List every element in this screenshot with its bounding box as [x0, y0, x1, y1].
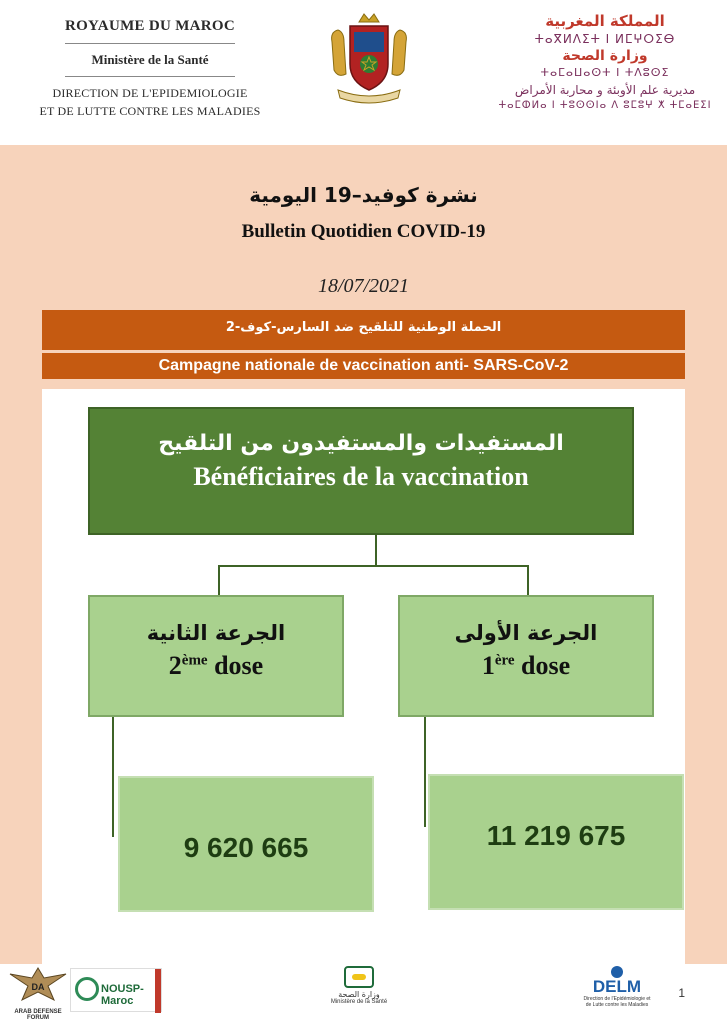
- delm-logo: [582, 966, 652, 1016]
- kingdom-name-ar: المملكة المغربية: [545, 12, 665, 30]
- eagle-icon: [4, 964, 72, 1004]
- bulletin-page: [0, 145, 727, 964]
- campaign-title-fr: Campagne nationale de vaccination anti- SARS-CoV-2: [42, 353, 685, 379]
- second-dose-box: [88, 595, 344, 717]
- page-header: [0, 0, 727, 145]
- delm-logo-subtitle: Direction de l'Epidémiologie et de Lutte contre les Maladies: [583, 996, 651, 1008]
- first-dose-box: [398, 595, 654, 717]
- direction-name-tifinagh: ⵜⴰⵎⵀⵍⴰ ⵏ ⵜⵓⵙⵙⵏⴰ ⴷ ⵓⵎⵓⵖ ⵅ ⵜⵎⴰⴹⵉⵏ: [498, 100, 712, 111]
- beneficiaries-title-ar: المستفيدات والمستفيدون من التلقيح: [158, 431, 564, 456]
- second-dose-label-fr: 2ème dose: [168, 651, 264, 680]
- beneficiaries-chart: [42, 389, 685, 1024]
- campaign-title-ar: الحملة الوطنية للتلقيح ضد السارس-كوف-2: [42, 310, 685, 350]
- direction-name-ar: مديرية علم الأوبئة و محاربة الأمراض: [514, 83, 696, 97]
- delm-logo-text: DELM: [592, 977, 642, 996]
- direction-line-2: ET DE LUTTE CONTRE LES MALADIES: [39, 104, 261, 118]
- connector-line: [424, 717, 426, 827]
- second-dose-value-box: [118, 776, 374, 912]
- bulletin-title-ar: نشرة كوفيد–19 اليومية: [249, 183, 478, 207]
- second-dose-value: 9 620 665: [183, 832, 309, 863]
- kingdom-name-tifinagh: ⵜⴰⴳⵍⴷⵉⵜ ⵏ ⵍⵎⵖⵔⵉⴱ: [534, 32, 676, 46]
- nousp-logo-text: NOUSP-Maroc: [101, 983, 144, 1007]
- kingdom-name-fr: ROYAUME DU MAROC: [64, 18, 236, 34]
- connector-line: [527, 565, 529, 595]
- ministry-footer-text-fr: Ministère de la Santé: [330, 999, 388, 1005]
- header-left-block: [20, 18, 280, 119]
- ministry-name-fr: Ministère de la Santé: [91, 52, 209, 67]
- arab-defense-forum-logo: [4, 964, 72, 1020]
- nousp-accent-bar: [155, 969, 161, 1013]
- royal-emblem-icon: [326, 12, 412, 104]
- connector-line: [112, 717, 114, 837]
- first-dose-value: 11 219 675: [486, 820, 626, 851]
- ministry-footer-icon: [344, 966, 374, 988]
- first-dose-label-fr: 1ère dose: [481, 651, 571, 680]
- direction-line-1: DIRECTION DE L'EPIDEMIOLOGIE: [52, 86, 248, 100]
- connector-line: [218, 565, 220, 595]
- header-divider: [65, 76, 235, 77]
- beneficiaries-header-box: [88, 407, 634, 535]
- bulletin-title-fr: Bulletin Quotidien COVID-19: [241, 221, 486, 242]
- first-dose-value-box: [428, 774, 684, 910]
- ministry-footer-text-ar: وزارة الصحة: [338, 990, 380, 999]
- nousp-ring-icon: [75, 977, 99, 1001]
- second-dose-label-ar: الجرعة الثانية: [146, 621, 286, 645]
- ministry-name-ar: وزارة الصحة: [562, 48, 648, 64]
- forum-logo-text: ARAB DEFENSE FORUM: [14, 1009, 62, 1021]
- header-divider: [65, 43, 235, 44]
- page-number: 1: [678, 986, 685, 1000]
- first-dose-label-ar: الجرعة الأولى: [454, 621, 598, 645]
- page-footer: [0, 964, 727, 1024]
- svg-text:DA: DA: [31, 982, 45, 992]
- bulletin-date: 18/07/2021: [317, 275, 410, 297]
- nousp-logo: [70, 968, 162, 1012]
- ministry-name-tifinagh: ⵜⴰⵎⴰⵡⴰⵙⵜ ⵏ ⵜⴷⵓⵙⵉ: [540, 66, 670, 79]
- ministry-footer-logo: [328, 966, 390, 1016]
- beneficiaries-title-fr: Bénéficiaires de la vaccination: [193, 462, 529, 491]
- connector-line: [375, 535, 377, 567]
- connector-line: [218, 565, 529, 567]
- header-right-block: [495, 12, 715, 111]
